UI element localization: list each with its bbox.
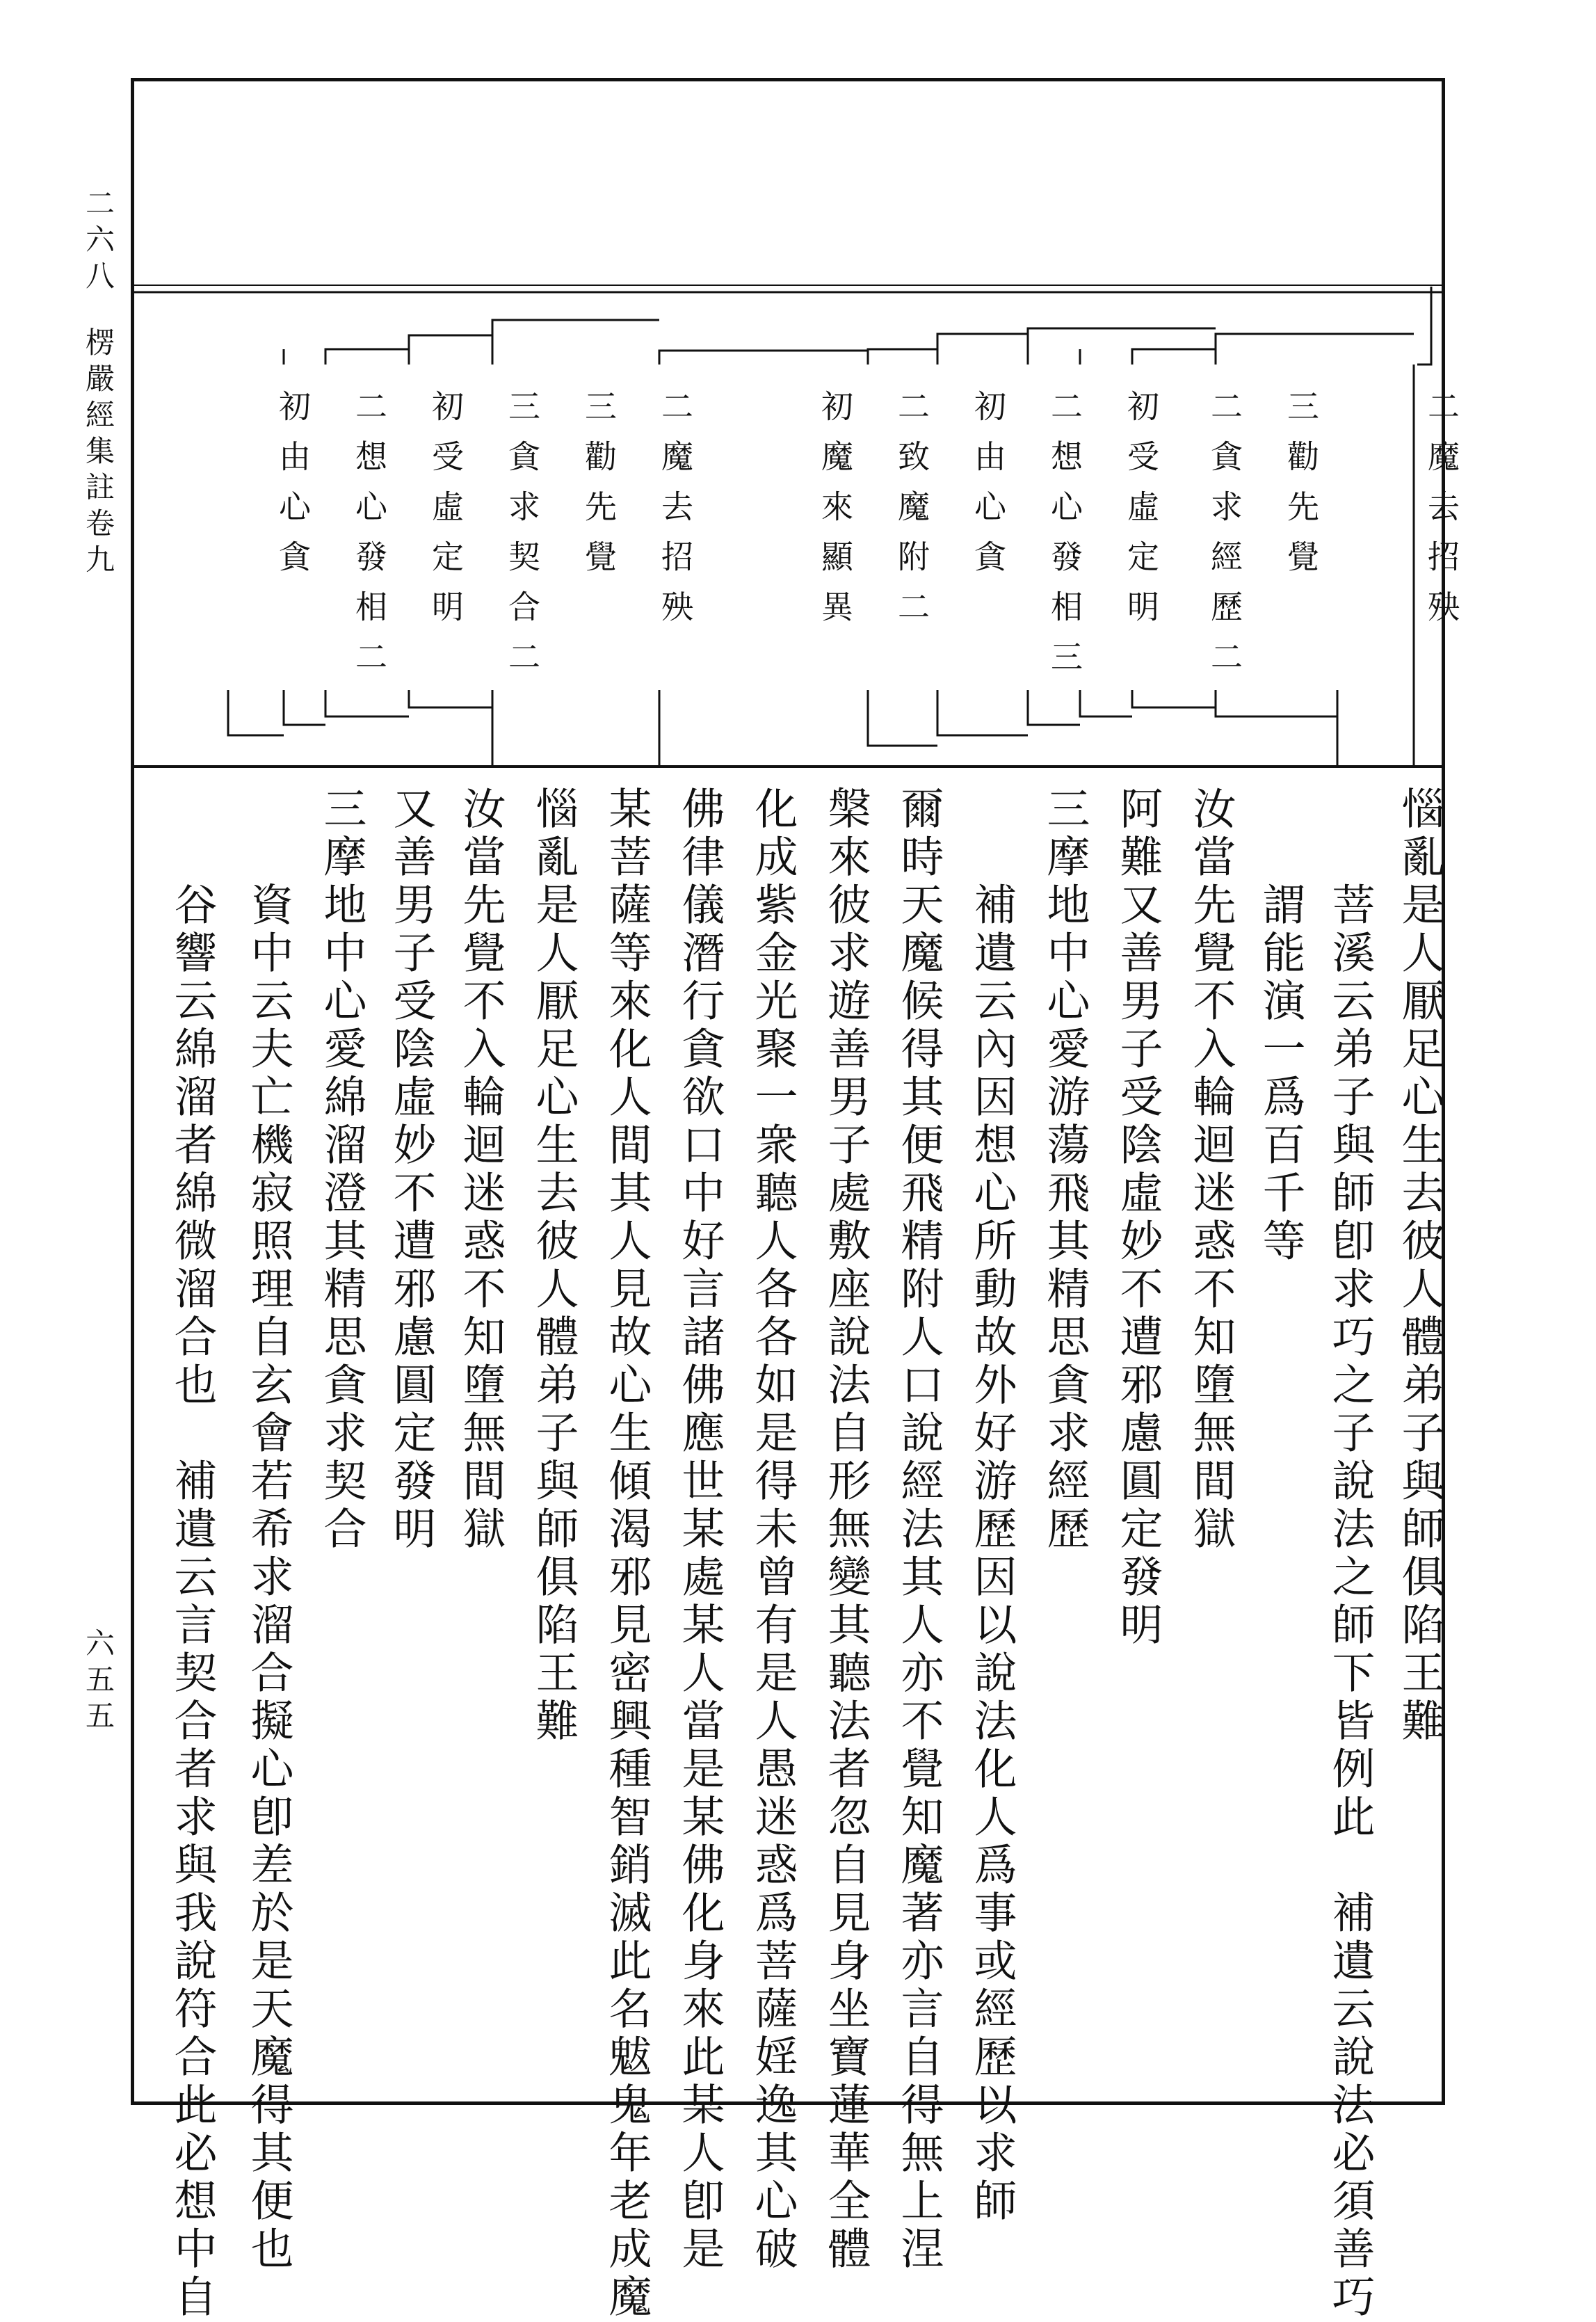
text-column: 惱亂是人厭足心生去彼人體弟子與師俱陷王難 [1394,786,1445,1746]
text-column: 惱亂是人厭足心生去彼人體弟子與師俱陷王難 [529,786,579,1746]
outline-node: 初受虛定明 [427,390,465,640]
text-column: 汝當先覺不入輪迴迷惑不知墮無間獄 [1186,786,1236,1554]
folio-number: 六五五 [81,1628,115,1736]
text-column: 槃來彼求遊善男子處敷座說法自形無變其聽法者忽自見身坐寶蓮華全體 [821,786,871,2274]
page-number: 二六八 [81,188,115,296]
text-column: 阿難又善男子受陰虛妙不遭邪慮圓定發明 [1113,786,1163,1650]
text-column: 化成紫金光聚一衆聽人各各如是得未曾有是人愚迷惑爲菩薩婬逸其心破 [748,786,798,2274]
outline-node: 二致魔附二 [893,390,930,640]
text-column: 汝當先覺不入輪迴迷惑不知墮無間獄 [456,786,506,1554]
outline-node: 二魔去招殃 [656,390,694,640]
outline-node: 二想心發相二 [350,390,388,690]
outline-chart [131,78,1460,765]
outline-node: 二魔去招殃 [1423,390,1460,640]
text-column: 補遺云內因想心所動故外好游歷因以說法化人爲事或經歷以求師 [967,786,1017,2226]
outline-node: 初由心貪 [274,390,312,590]
outline-node: 三貪求契合二 [503,390,541,690]
outline-node: 二想心發相三 [1046,390,1083,690]
outline-node: 三勸先覺 [1282,390,1320,590]
text-column: 又善男子受陰虛妙不遭邪慮圓定發明 [386,786,437,1554]
text-column: 某菩薩等來化人間其人見故心生傾渴邪見密興種智銷滅此名魃鬼年老成魔 [602,786,652,2322]
outline-node: 初受虛定明 [1122,390,1160,640]
book-title: 楞嚴經集註卷九 [81,327,115,580]
text-column: 菩溪云弟子與師卽求巧之子說法之師下皆例此 補遺云說法必須善巧 [1325,786,1376,2322]
outline-connector-lines [131,78,1445,765]
text-column: 佛律儀潛行貪欲口中好言諸佛應世某處某人當是某佛化身來此某人卽是 [675,786,725,2274]
text-column: 谷響云綿溜者綿微溜合也 補遺云言契合者求與我說符合此必想中自 [167,786,218,2322]
text-column: 資中云夫亡機寂照理自玄會若希求溜合擬心卽差於是天魔得其便也 [243,786,294,2274]
outline-node: 三勸先覺 [580,390,618,590]
text-column: 三摩地中心愛游蕩飛其精思貪求經歷 [1040,786,1090,1554]
outline-divider [131,765,1445,768]
text-column: 謂能演一爲百千等 [1255,786,1306,1266]
outline-node: 二貪求經歷二 [1206,390,1243,690]
text-column: 三摩地中心愛綿溜澄其精思貪求契合 [316,786,367,1554]
outline-node: 初由心貪 [969,390,1007,590]
text-column: 爾時天魔候得其便飛精附人口說經法其人亦不覺知魔著亦言自得無上涅 [894,786,944,2274]
outline-node: 初魔來顯異 [816,390,854,640]
